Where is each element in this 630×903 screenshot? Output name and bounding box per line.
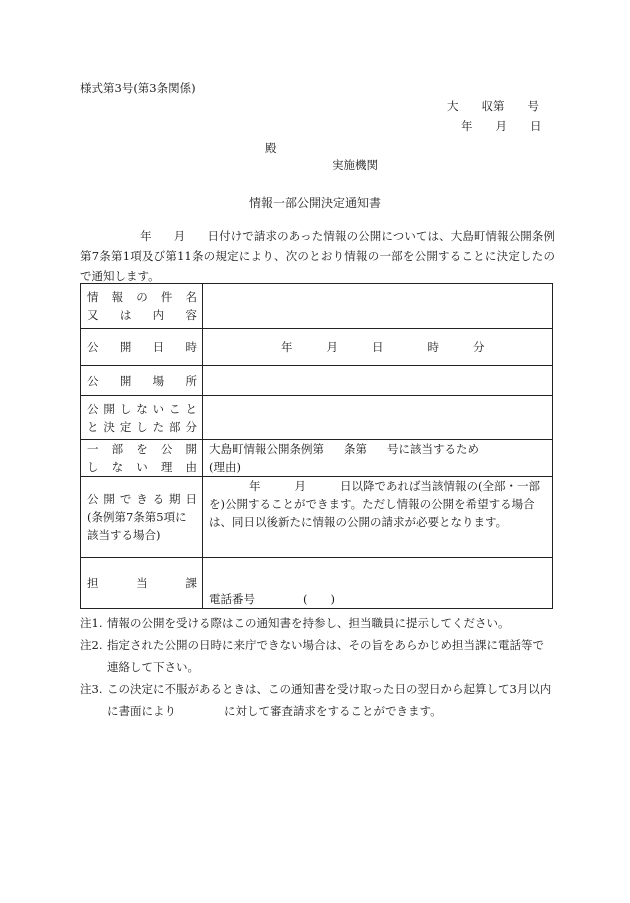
- label-char: 開: [103, 401, 115, 416]
- table-row: [81, 477, 553, 558]
- label-char: 公: [87, 401, 99, 416]
- note-3: 注3. この決定に不服があるときは、この通知書を受け取った日の翌日から起算して3月以内に書面により に対して審査請求をすることができます。: [80, 682, 552, 718]
- reason-item: 号に該当するため: [387, 442, 479, 456]
- avail-text: 日以降であれば当該情報の(全部・一部を)公開することができます。ただし情報の公開を希望する場合は、同日以後新たに情報の公開の請求が必要となります。: [209, 479, 540, 529]
- label-undisclosed-part: [81, 396, 203, 440]
- label-char: い: [152, 401, 165, 416]
- phone-label: 電話番号: [209, 592, 255, 606]
- label-char: 開: [185, 442, 197, 456]
- table-row: [81, 440, 553, 477]
- table-row: [81, 284, 553, 329]
- label-line: (条例第7条第5項に: [87, 510, 187, 524]
- implementing-agency: 実施機関: [332, 158, 378, 172]
- intro-paragraph: [80, 226, 555, 286]
- reason-ordinance: 大島町情報公開条例第: [209, 442, 324, 456]
- label-line: [87, 574, 197, 592]
- dt-month: 月: [326, 340, 338, 354]
- note-2: 注2. 指定された公開の日時に来庁できない場合は、その旨をあらかじめ担当課に電話等で連絡して下さい。: [80, 638, 544, 674]
- document-title: 情報一部公開決定通知書: [248, 196, 381, 210]
- table-row: [81, 558, 553, 609]
- label-char: 日: [185, 492, 197, 506]
- label-char: 由: [185, 460, 197, 474]
- label-char: 決: [103, 419, 115, 434]
- label-char: 公: [87, 340, 99, 354]
- value-available-date[interactable]: [203, 477, 553, 558]
- label-char: 担: [87, 576, 99, 590]
- label-line: [87, 490, 197, 508]
- label-line: [87, 372, 197, 390]
- label-char: 名: [185, 290, 197, 304]
- label-char: 件: [160, 290, 173, 304]
- decision-table: [80, 283, 553, 609]
- label-char: 公: [87, 492, 99, 506]
- table-row: [81, 396, 553, 440]
- label-char: 分: [185, 419, 197, 434]
- label-line: 該当する場合): [87, 528, 161, 542]
- value-subject[interactable]: [203, 284, 553, 329]
- label-char: し: [136, 419, 148, 434]
- label-char: 所: [185, 373, 197, 388]
- reason-label: (理由): [209, 460, 241, 474]
- label-char: 一: [87, 442, 99, 456]
- label-char: こ: [169, 401, 181, 416]
- label-char: 内: [152, 308, 165, 322]
- notes: [80, 612, 555, 722]
- label-char: と: [185, 401, 197, 416]
- document-number: 大 収第 号: [447, 99, 539, 113]
- label-char: 報: [111, 290, 124, 304]
- label-line: [87, 338, 197, 356]
- label-char: 情: [87, 290, 99, 304]
- intro-text: 日付けで請求のあった情報の公開については、大島町情報公開条例第7条第1項及び第11条の規定により、次のとおり情報の一部を公開することに決定したので通知します。: [80, 229, 556, 283]
- label-available-date: [81, 477, 203, 558]
- label-department: [81, 558, 203, 609]
- value-nondisclosure-reason[interactable]: [203, 440, 553, 477]
- label-line: [87, 440, 197, 458]
- label-char: 当: [136, 576, 148, 590]
- value-disclosure-datetime[interactable]: [203, 329, 553, 366]
- label-char: る: [152, 492, 165, 506]
- issue-date: 年 月 日: [461, 119, 542, 133]
- label-disclosure-datetime: [81, 329, 203, 366]
- label-char: 公: [87, 373, 99, 388]
- label-char: は: [119, 308, 132, 322]
- label-char: 開: [119, 373, 132, 388]
- label-line: [87, 288, 197, 306]
- form-number: 様式第3号(第3条関係): [80, 81, 196, 95]
- label-line: [87, 400, 197, 418]
- note-1: 注1. 情報の公開を受ける際はこの通知書を持参し、担当職員に提示してください。: [80, 616, 510, 630]
- label-char: 日: [152, 340, 165, 354]
- note-3-text-b: に対して審査請求をすることができます。: [224, 704, 442, 718]
- label-line: [87, 306, 197, 324]
- dt-year: 年: [281, 340, 293, 354]
- label-char: き: [136, 492, 148, 506]
- label-char: し: [119, 401, 132, 416]
- label-char: 又: [87, 308, 99, 322]
- label-char: の: [136, 290, 148, 304]
- label-char: た: [152, 419, 165, 434]
- label-char: し: [87, 460, 99, 474]
- dt-hour: 時: [427, 340, 439, 354]
- dt-minute: 分: [473, 340, 485, 354]
- label-char: な: [136, 401, 148, 416]
- label-subject: [81, 284, 203, 329]
- table-row: [81, 329, 553, 366]
- phone-area-code: ( ): [303, 592, 335, 606]
- avail-month: 月: [294, 479, 306, 493]
- intro-month: 月: [173, 229, 186, 243]
- label-char: 開: [119, 340, 132, 354]
- label-char: 定: [119, 419, 132, 434]
- label-disclosure-place: [81, 366, 203, 396]
- value-undisclosed-part[interactable]: [203, 396, 553, 440]
- label-char: 容: [185, 308, 197, 322]
- avail-year: 年: [249, 479, 261, 493]
- table-row: [81, 366, 553, 396]
- value-disclosure-place[interactable]: [203, 366, 553, 396]
- label-char: い: [136, 460, 148, 474]
- label-char: 期: [169, 492, 181, 506]
- value-department[interactable]: [203, 558, 553, 609]
- label-char: 時: [185, 340, 197, 354]
- label-char: を: [136, 442, 148, 456]
- note-3-text-a: この決定に不服があるときは、この通知書を受け取った日の翌日から起算して3月以内に書面により: [107, 682, 552, 718]
- label-nondisclosure-reason: [81, 440, 203, 477]
- label-char: 公: [160, 442, 173, 456]
- label-char: 部: [111, 442, 124, 456]
- label-char: 理: [160, 460, 173, 474]
- label-char: な: [111, 460, 124, 474]
- label-char: 部: [169, 419, 181, 434]
- label-char: 課: [185, 576, 197, 590]
- label-char: 場: [152, 373, 165, 388]
- reason-article: 条第: [344, 442, 367, 456]
- dt-day: 日: [372, 340, 384, 354]
- label-char: 開: [103, 492, 115, 506]
- label-line: [87, 418, 197, 436]
- label-line: [87, 458, 197, 476]
- label-char: で: [119, 492, 132, 506]
- intro-year: 年: [140, 229, 152, 243]
- addressee: 殿: [265, 141, 277, 155]
- label-char: と: [87, 419, 99, 434]
